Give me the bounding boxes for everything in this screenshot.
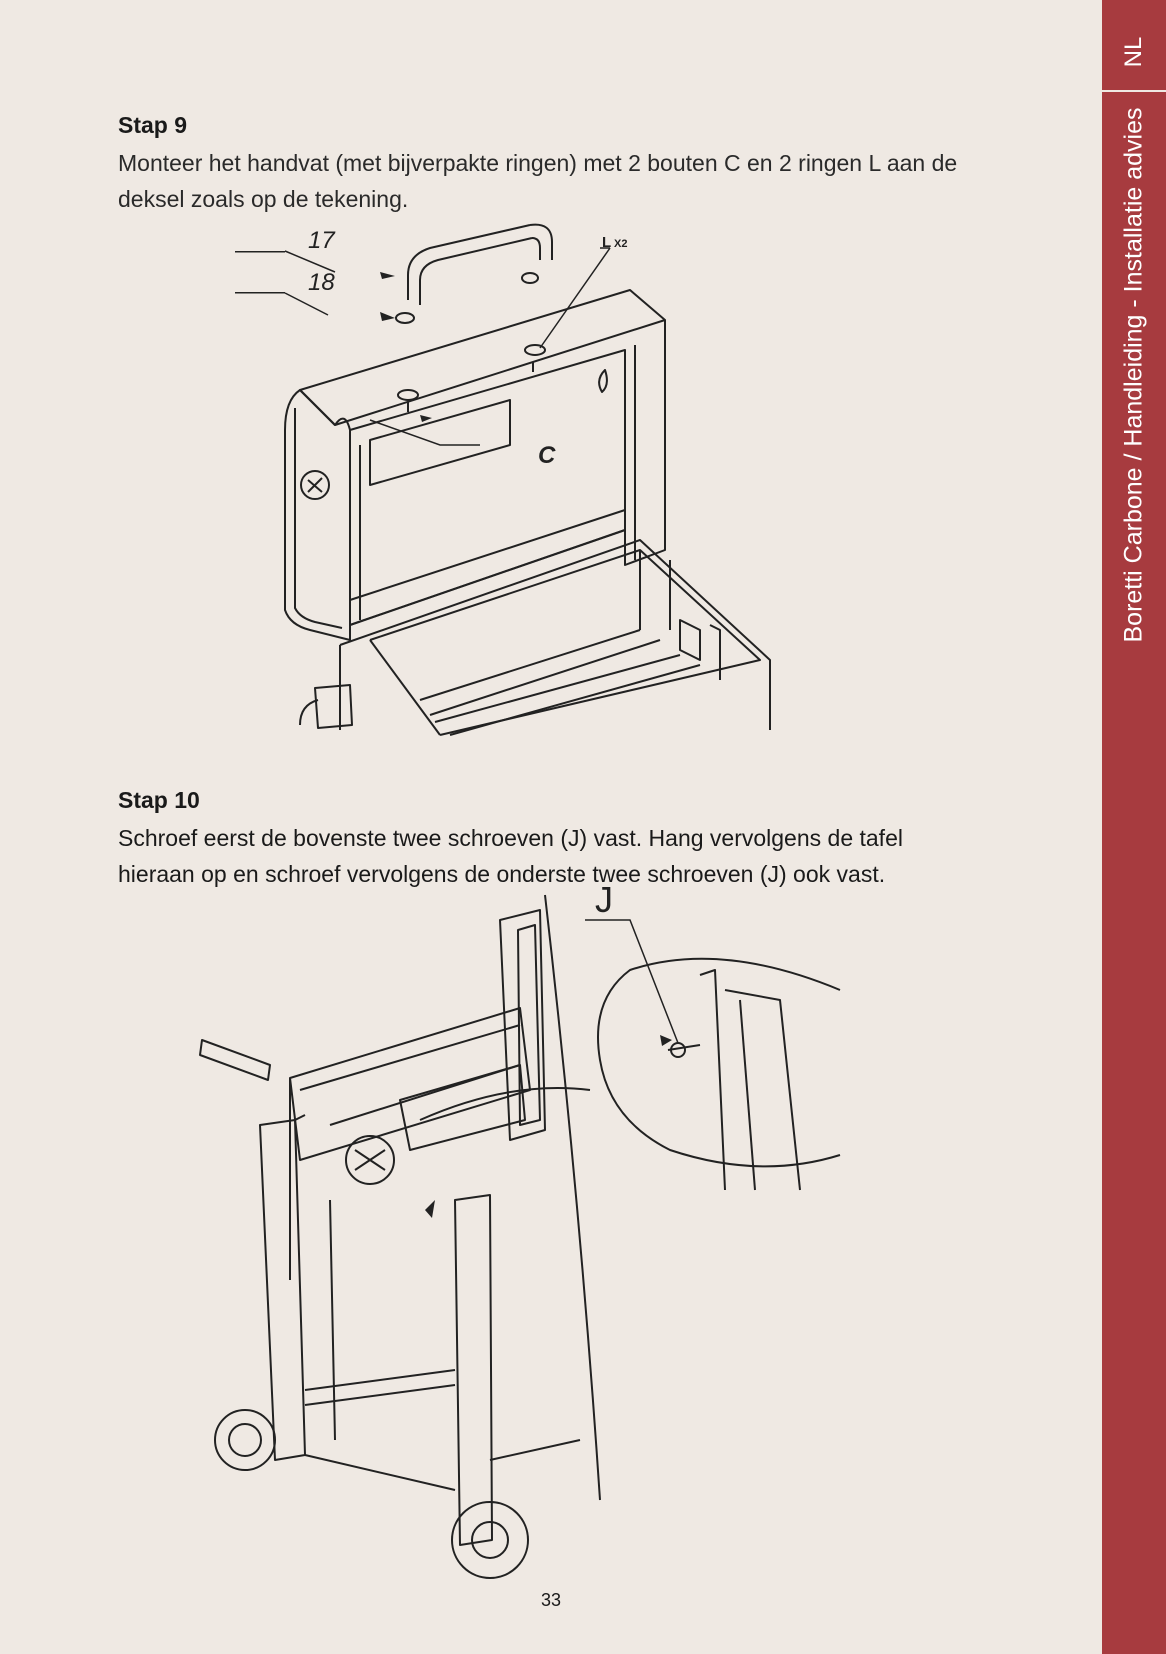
label-18: 18: [308, 269, 335, 296]
language-label: NL: [1120, 36, 1147, 68]
sidebar: [1102, 0, 1166, 1654]
step-9-title: Stap 9: [118, 112, 188, 138]
label-screw-j: J: [595, 879, 613, 920]
label-bolt-c: C: [538, 442, 556, 469]
step-9-text: Monteer het handvat (met bijverpakte ringen) met 2 bouten C en 2 ringen L aan de deksel zoals op de tekening.: [118, 150, 958, 212]
step-9-figure: [240, 227, 820, 768]
step-10-text: Schroef eerst de bovenste twee schroeven (J) vast. Hang vervolgens de tafel hieraan op en schroef vervolgens de onderste twee schroeven (J) ook vast.: [118, 825, 903, 887]
page-number: 33: [540, 1590, 562, 1610]
sidebar-title-text: Boretti Carbone / Handleiding - Installatie advies: [1119, 107, 1148, 643]
label-17: 17: [308, 227, 335, 254]
step-10-title: Stap 10: [118, 787, 200, 813]
step-10-figure: [200, 879, 900, 1580]
label-ring-l: L: [602, 234, 612, 251]
language-tab: [1102, 0, 1166, 92]
label-ring-qty: X2: [614, 238, 628, 250]
